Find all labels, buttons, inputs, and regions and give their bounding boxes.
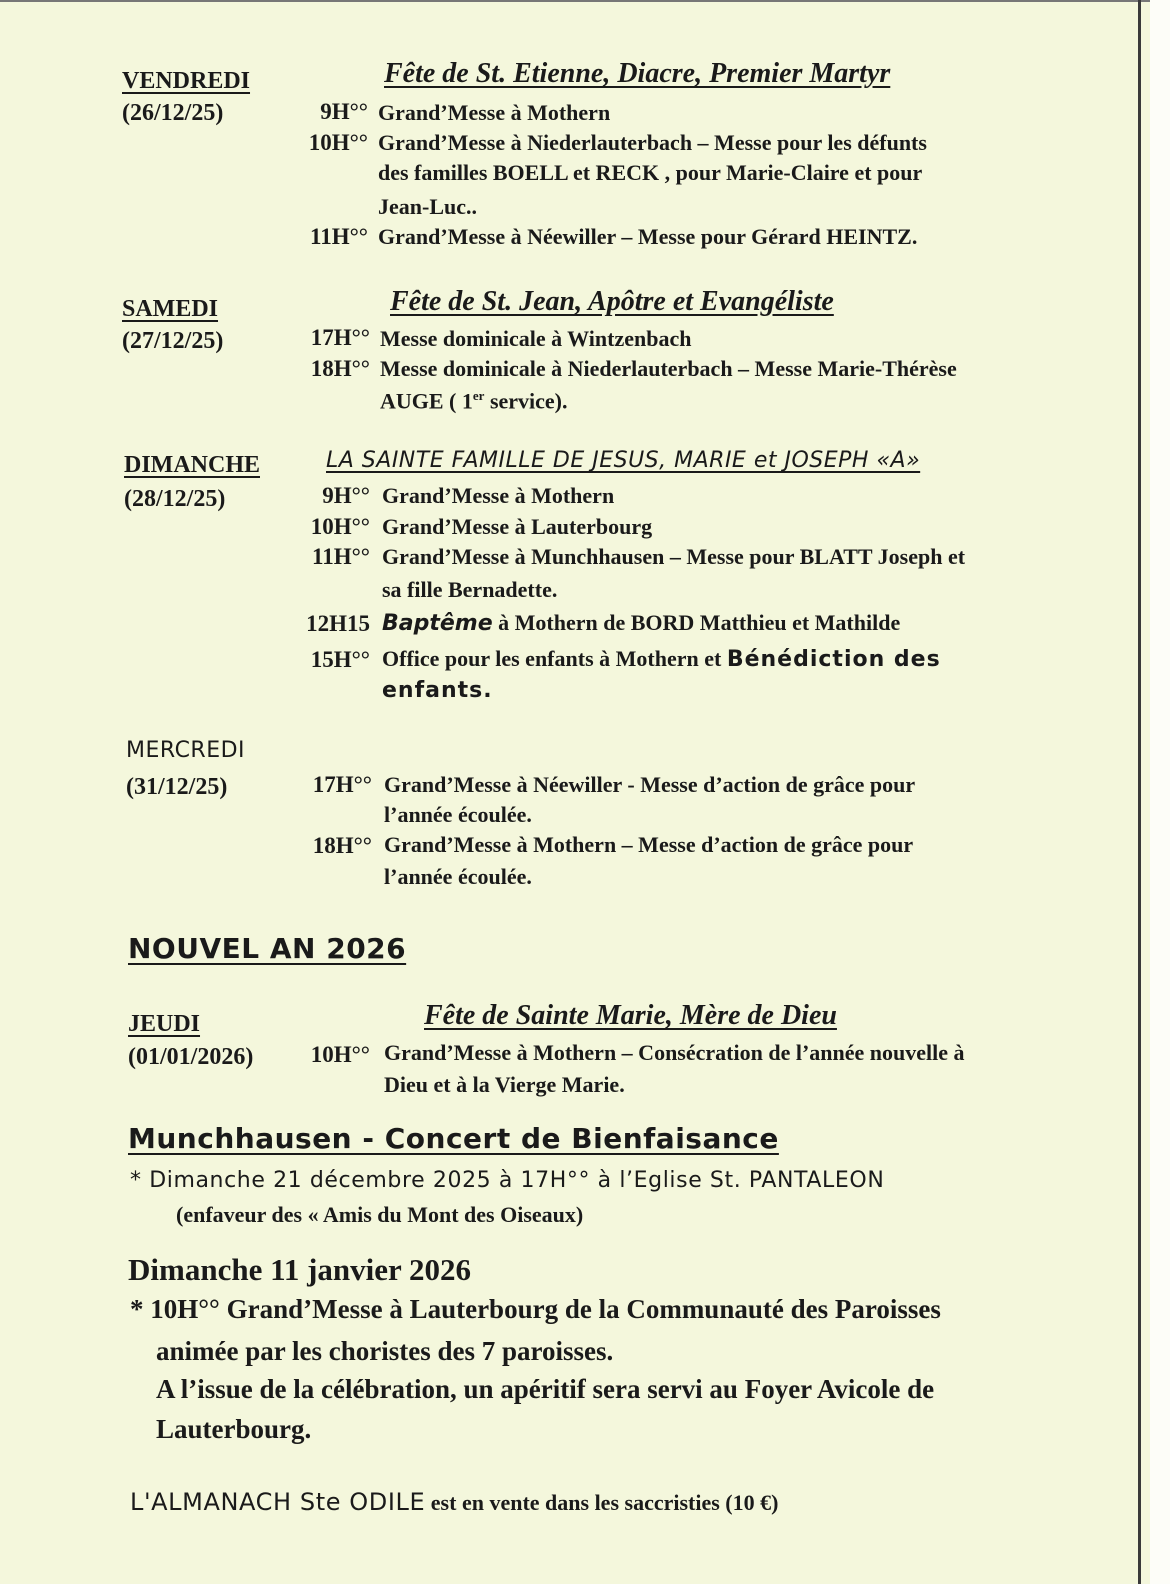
janvier-line: Lauterbourg. [156, 1414, 312, 1444]
time: 10H°° [310, 1042, 370, 1067]
feast-title-samedi: Fête de St. Jean, Apôtre et Evangéliste [390, 286, 834, 317]
time: 10H°° [310, 514, 370, 539]
mass-entry: Grand’Messe à Mothern [378, 100, 611, 125]
date-samedi: (27/12/25) [122, 328, 224, 354]
time: 11H°° [309, 224, 368, 249]
entry-text: AUGE ( 1 [380, 388, 473, 414]
feast-title-jeudi: Fête de Sainte Marie, Mère de Dieu [424, 1000, 837, 1031]
mass-entry: Grand’Messe à Munchhausen – Messe pour BLATT Joseph et [382, 544, 966, 569]
janvier-line: A l’issue de la célébration, un apéritif sera servi au Foyer Avicole de [156, 1374, 935, 1404]
time: 12H15 [306, 611, 370, 636]
date-dimanche: (28/12/25) [124, 486, 226, 512]
page-edge-line [1138, 0, 1141, 1584]
mass-entry [382, 610, 900, 636]
mass-entry: Grand’Messe à Mothern – Messe d’action de grâce pour [384, 832, 914, 857]
time: 10H°° [308, 130, 368, 155]
entry-text: Office pour les enfants à Mothern et [382, 646, 727, 671]
entry-line: l’année écoulée. [384, 864, 532, 889]
mass-entry: Grand’Messe à Mothern – Consécration de l’année nouvelle à [384, 1040, 965, 1065]
entry-line: sa fille Bernadette. [382, 577, 558, 602]
time: 17H°° [310, 325, 370, 350]
entry-line [380, 388, 568, 414]
almanach-text: est en vente dans les saccristies (10 €) [425, 1490, 779, 1515]
day-label-mercredi: MERCREDI [126, 738, 246, 763]
time: 11H°° [311, 544, 370, 569]
time: 15H°° [310, 647, 370, 672]
concert-details: * Dimanche 21 décembre 2025 à 17H°° à l’Eglise St. PANTALEON [130, 1168, 885, 1193]
mass-entry [378, 130, 1082, 156]
mass-entry: Grand’Messe à Néewiller – Messe pour Gérard HEINTZ. [378, 224, 918, 249]
entry-text: à Mothern de BORD Matthieu et Mathilde [492, 610, 901, 635]
time: 9H°° [322, 483, 370, 508]
concert-subtitle: (enfaveur des « Amis du Mont des Oiseaux) [176, 1202, 584, 1227]
benediction-label: Bénédiction des [726, 647, 941, 672]
janvier-title: Dimanche 11 janvier 2026 [128, 1252, 471, 1287]
date-mercredi: (31/12/25) [126, 774, 228, 800]
entry-line: Dieu et à la Vierge Marie. [384, 1072, 625, 1097]
feast-title-dimanche: LA SAINTE FAMILLE DE JESUS, MARIE et JOSEPH «A» [326, 448, 921, 473]
nouvel-an-heading: NOUVEL AN 2026 [128, 932, 407, 965]
janvier-line: * 10H°° Grand’Messe à Lauterbourg de la Communauté des Paroisses [130, 1294, 941, 1324]
concert-title: Munchhausen - Concert de Bienfaisance [128, 1122, 779, 1155]
time: 18H°° [312, 833, 372, 858]
mass-entry: Grand’Messe à Lauterbourg [382, 514, 653, 539]
entry-line: Jean-Luc.. [378, 194, 477, 219]
time: 17H°° [312, 772, 372, 797]
entry-text: service). [484, 388, 568, 414]
date-vendredi: (26/12/25) [122, 100, 224, 126]
date-jeudi: (01/01/2026) [128, 1044, 254, 1070]
entry-line: l’année écoulée. [384, 802, 532, 827]
mass-entry: Messe dominicale à Niederlauterbach – Messe Marie-Thérèse [380, 356, 957, 381]
day-label-vendredi: VENDREDI [122, 68, 251, 94]
mass-entry: Messe dominicale à Wintzenbach [380, 326, 692, 351]
almanach-note [130, 1488, 778, 1516]
page-edge [1150, 0, 1170, 1584]
almanach-title: L'ALMANACH Ste ODILE [130, 1488, 426, 1516]
mass-entry: Grand’Messe à Néewiller - Messe d’action de grâce pour [384, 772, 916, 797]
superscript: er [472, 388, 485, 403]
day-label-samedi: SAMEDI [122, 296, 219, 322]
time: 9H°° [320, 99, 368, 124]
entry-line: enfants. [382, 678, 493, 703]
day-label-dimanche: DIMANCHE [124, 452, 260, 478]
time: 18H°° [310, 356, 370, 381]
feast-title-vendredi: Fête de St. Etienne, Diacre, Premier Martyr [384, 58, 891, 89]
day-label-jeudi: JEUDI [128, 1011, 201, 1037]
janvier-line: animée par les choristes des 7 paroisses. [156, 1336, 614, 1366]
entry-line: des familles BOELL et RECK , pour Marie-Claire et pour [378, 160, 923, 185]
mass-entry [382, 646, 941, 672]
mass-entry: Grand’Messe à Mothern [382, 483, 615, 508]
bapteme-label: Baptême [382, 611, 493, 636]
entry-line: Grand’Messe à Niederlauterbach – Messe pour les défunts [378, 130, 927, 155]
